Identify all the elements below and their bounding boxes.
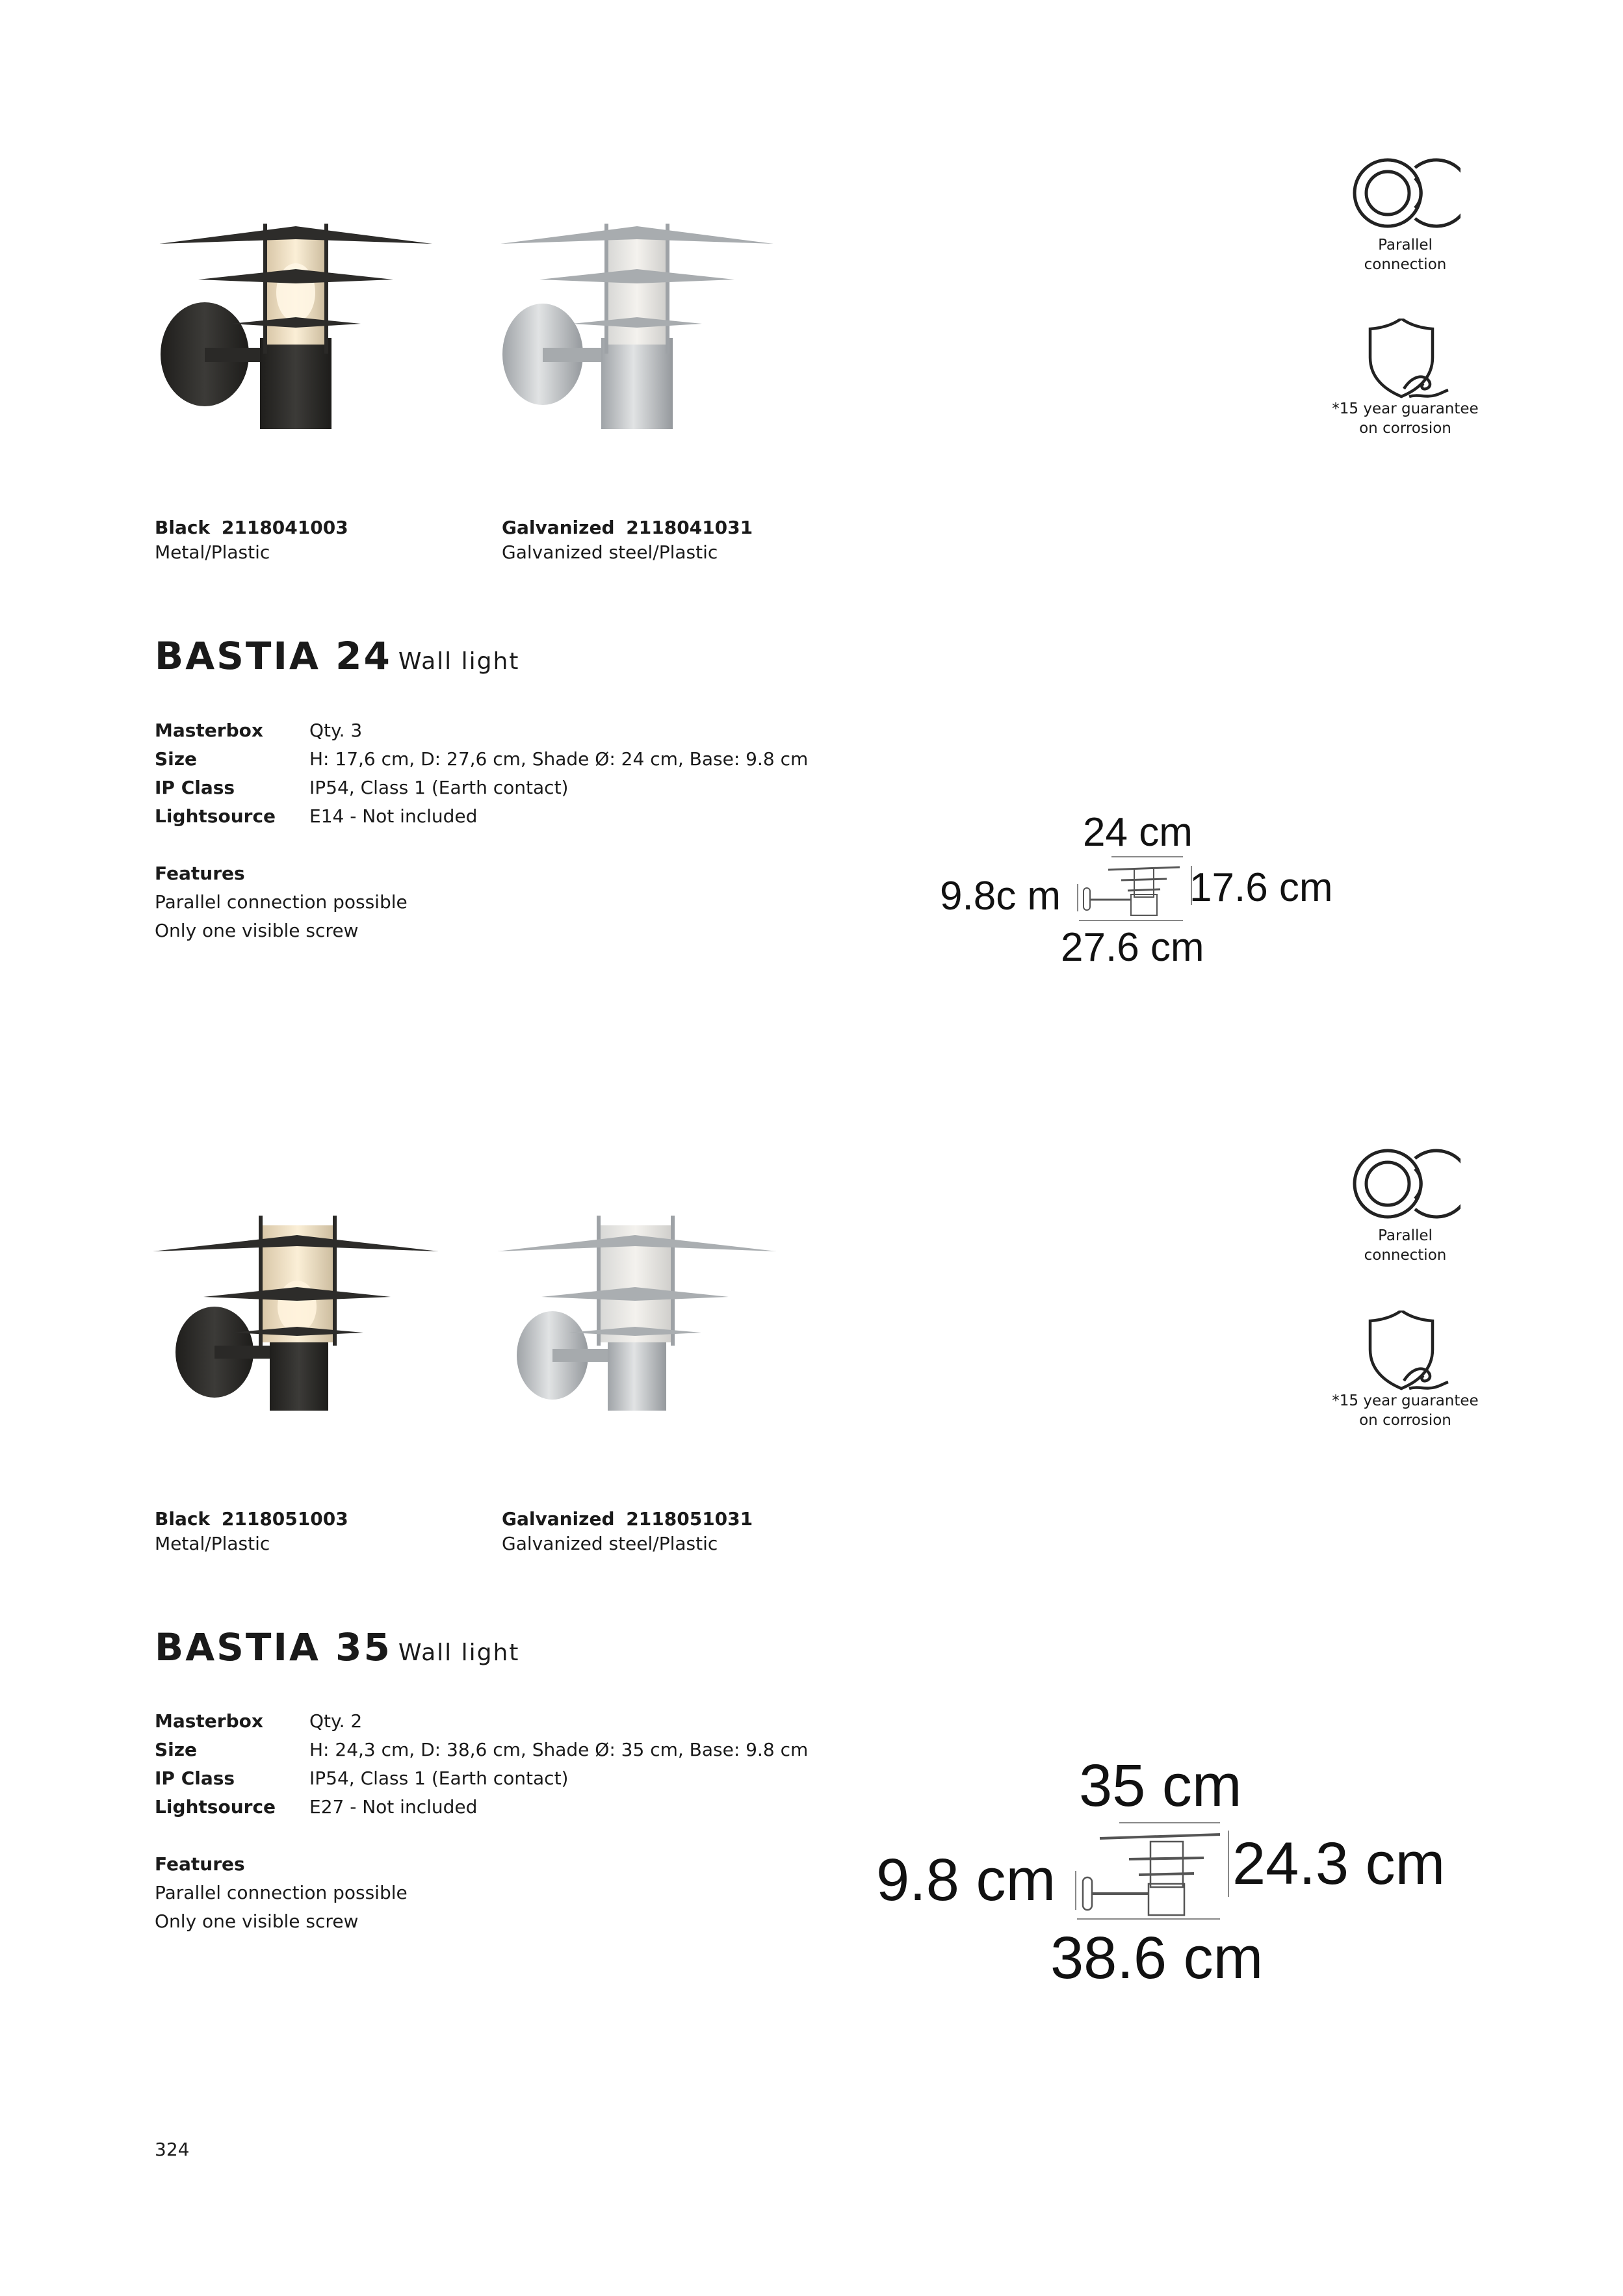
corrosion-shield-icon [1364,1311,1455,1392]
dimension-depth: 38.6 cm [1050,1925,1264,1991]
spec-table [155,1707,870,1824]
variant-material: Metal/Plastic [155,541,270,563]
variant-code: 2118041003 [221,517,348,538]
spec-row-ip-class: IP Class IP54, Class 1 (Earth contact) [155,1768,569,1789]
spec-row-ip-class: IP Class IP54, Class 1 (Earth contact) [155,777,569,798]
variant-color: Galvanized [502,517,615,538]
variant-code: 2118051031 [626,1508,753,1530]
spec-row-lightsource: Lightsource E27 - Not included [155,1796,478,1818]
variant-black [155,515,348,565]
feature-item: Parallel connection possible [155,891,408,913]
product-subtitle: Wall light [398,1639,520,1666]
variant-color: Black [155,1508,211,1530]
page-number: 324 [155,2139,190,2160]
variant-color: Black [155,517,211,538]
dimension-base: 9.8c m [940,874,1061,919]
product-photo-galvanized [497,1199,783,1414]
variant-code: 2118041031 [626,517,753,538]
spec-row-lightsource: Lightsource E14 - Not included [155,805,478,827]
features-block [155,859,408,945]
parallel-connection-caption: Parallel connection [1364,237,1447,273]
corrosion-guarantee-caption: *15 year guarantee on corrosion [1332,400,1479,437]
product-title [155,1625,519,1669]
dimension-shade: 35 cm [1079,1753,1242,1819]
feature-item: Only one visible screw [155,1911,359,1932]
feature-item: Only one visible screw [155,920,359,941]
spec-row-masterbox: Masterbox Qty. 3 [155,720,363,741]
product-photo-galvanized [497,215,783,429]
product-photo-black [153,215,439,429]
features-title: Features [155,863,245,884]
variant-code: 2118051003 [221,1508,348,1530]
spec-row-size: Size H: 17,6 cm, D: 27,6 cm, Shade Ø: 24 cm, Base: 9.8 cm [155,748,809,770]
product-title [155,634,519,678]
variant-material: Galvanized steel/Plastic [502,1533,718,1554]
dimension-shade: 24 cm [1083,810,1193,855]
dimension-height: 17.6 cm [1189,865,1333,910]
spec-row-masterbox: Masterbox Qty. 2 [155,1710,363,1732]
parallel-connection-icon [1350,155,1461,231]
features-block [155,1850,408,1936]
product-name: BASTIA 24 [155,634,392,678]
features-title: Features [155,1853,245,1875]
dimension-depth: 27.6 cm [1061,925,1204,970]
dimension-drawing [1074,1819,1230,1923]
variant-color: Galvanized [502,1508,615,1530]
product-subtitle: Wall light [398,648,520,675]
feature-item: Parallel connection possible [155,1882,408,1903]
dimension-height: 24.3 cm [1232,1831,1446,1897]
dimension-base: 9.8 cm [876,1847,1056,1913]
variant-material: Galvanized steel/Plastic [502,541,718,563]
variant-material: Metal/Plastic [155,1533,270,1554]
spec-row-size: Size H: 24,3 cm, D: 38,6 cm, Shade Ø: 35 cm, Base: 9.8 cm [155,1739,809,1760]
variant-galvanized [502,515,753,565]
corrosion-guarantee-caption: *15 year guarantee on corrosion [1332,1392,1479,1429]
product-photo-black [153,1199,439,1414]
variant-black [155,1507,348,1556]
spec-table [155,716,870,833]
variant-galvanized [502,1507,753,1556]
dimension-drawing [1076,853,1193,924]
parallel-connection-caption: Parallel connection [1364,1227,1447,1264]
parallel-connection-icon [1350,1145,1461,1222]
product-name: BASTIA 35 [155,1625,392,1669]
corrosion-shield-icon [1364,319,1455,400]
